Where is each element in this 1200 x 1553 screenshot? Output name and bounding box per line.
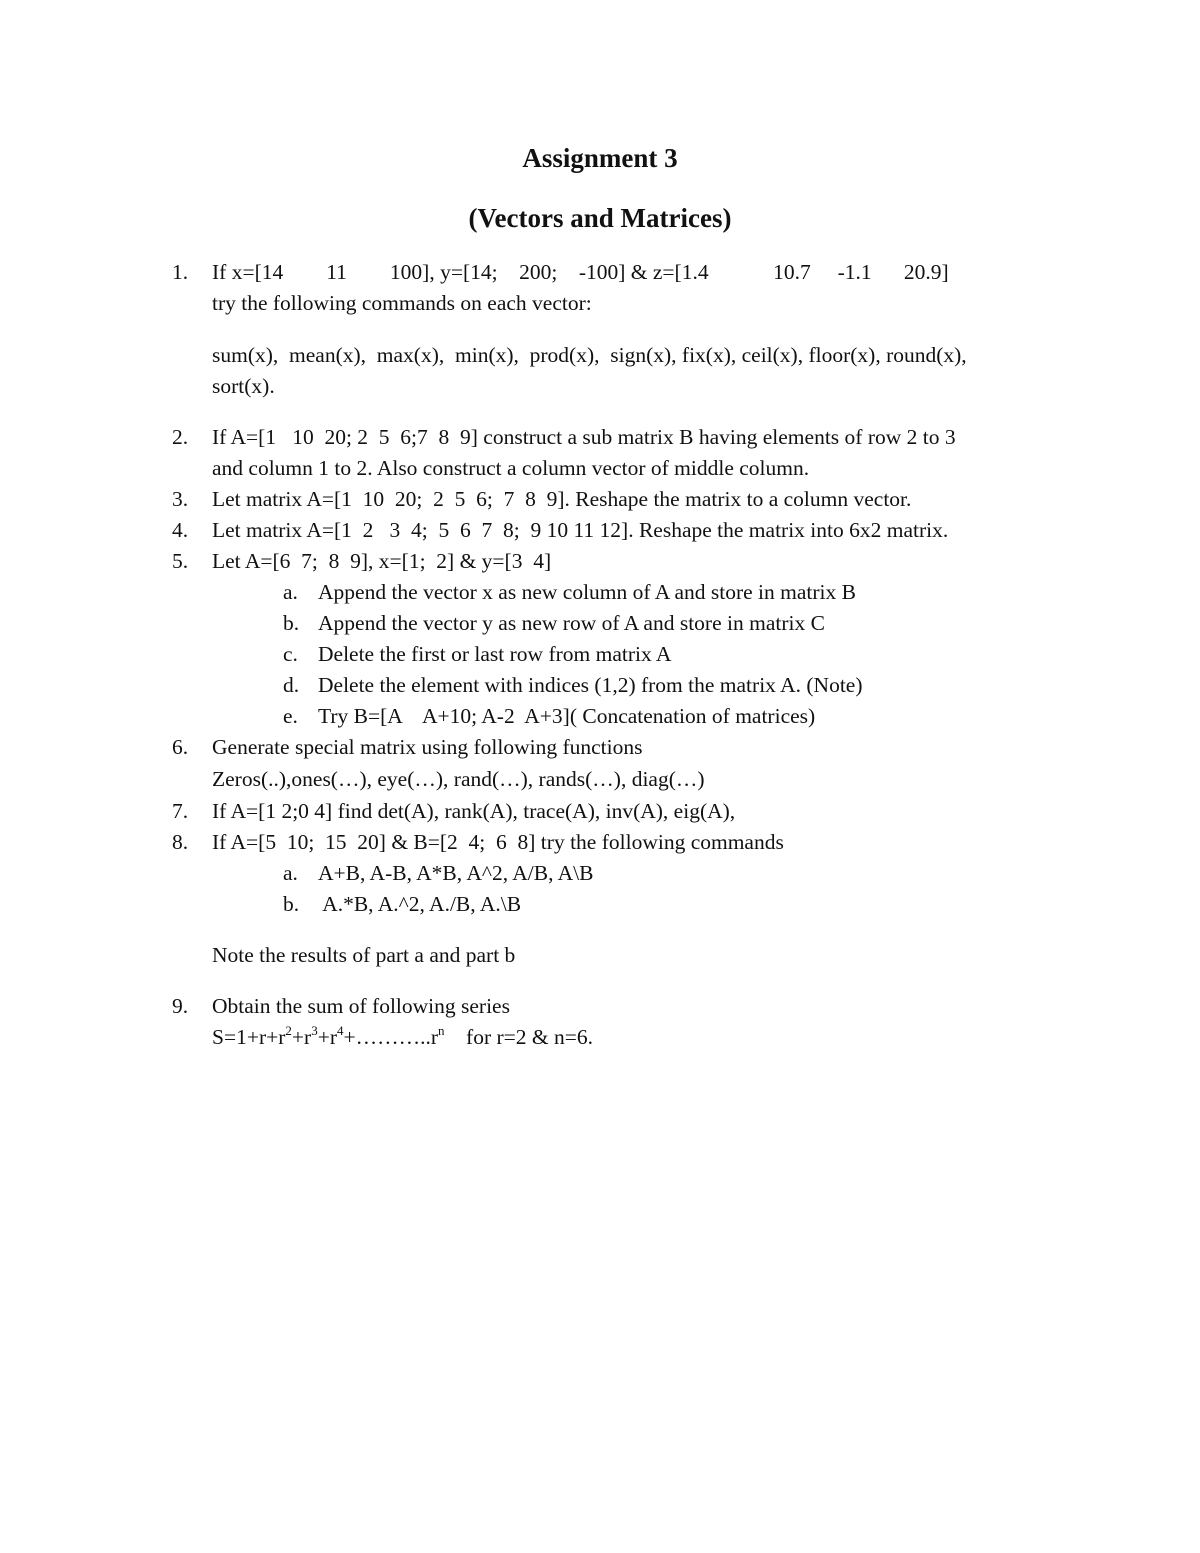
subitem-label: a. [283,861,298,885]
question-text: Obtain the sum of following series [212,994,510,1018]
question-number: 9. [172,994,189,1018]
subitem-label: c. [283,642,298,666]
series-exponent: 2 [285,1023,292,1038]
series-formula [212,1023,593,1049]
subitem-text: Append the vector y as new row of A and store in matrix C [318,611,825,635]
question-number: 7. [172,799,189,823]
series-exponent: n [438,1023,445,1038]
question-text: Let matrix A=[1 2 3 4; 5 6 7 8; 9 10 11 12]. Reshape the matrix into 6x2 matrix. [212,518,949,542]
series-term: +………..r [343,1025,439,1049]
subitem-label: e. [283,704,298,728]
subitem-label: d. [283,673,300,697]
question-text: Generate special matrix using following functions [212,735,643,759]
subitem-text: Delete the element with indices (1,2) from the matrix A. (Note) [318,673,863,697]
note-text: Note the results of part a and part b [212,943,516,967]
question-text: If A=[1 10 20; 2 5 6;7 8 9] construct a sub matrix B having elements of row 2 to 3 [212,425,956,449]
question-text: If x=[14 11 100], y=[14; 200; -100] & z=[1.4 10.7 -1.1 20.9] [212,260,949,284]
question-number: 3. [172,487,189,511]
question-text: and column 1 to 2. Also construct a column vector of middle column. [212,456,810,480]
question-text: If A=[1 2;0 4] find det(A), rank(A), trace(A), inv(A), eig(A), [212,799,736,823]
subitem-text: Try B=[A A+10; A-2 A+3]( Concatenation of matrices) [318,704,816,728]
series-prefix: S=1+r+r [212,1025,286,1049]
question-text: If A=[5 10; 15 20] & B=[2 4; 6 8] try the following commands [212,830,784,854]
subitem-label: b. [283,892,300,916]
subitem-label: a. [283,580,298,604]
page-title: Assignment 3 [522,143,678,173]
question-text: Let matrix A=[1 10 20; 2 5 6; 7 8 9]. Reshape the matrix to a column vector. [212,487,912,511]
series-exponent: 3 [311,1023,318,1038]
question-number: 8. [172,830,189,854]
question-number: 5. [172,549,189,573]
subitem-text: A+B, A-B, A*B, A^2, A/B, A\B [318,861,594,885]
subitem-label: b. [283,611,300,635]
series-condition: for r=2 & n=6. [444,1025,593,1049]
question-text: Let A=[6 7; 8 9], x=[1; 2] & y=[3 4] [212,549,552,573]
series-term: +r [291,1025,312,1049]
subitem-text: Delete the first or last row from matrix A [318,642,672,666]
question-number: 4. [172,518,189,542]
question-number: 2. [172,425,189,449]
subitem-text: A.*B, A.^2, A./B, A.\B [318,892,522,916]
subitem-text: Append the vector x as new column of A and store in matrix B [318,580,856,604]
question-text: Zeros(..),ones(…), eye(…), rand(…), rands(…), diag(…) [212,767,705,791]
question-number: 6. [172,735,189,759]
question-number: 1. [172,260,189,284]
series-term: +r [317,1025,337,1049]
question-text: try the following commands on each vector: [212,291,592,315]
series-exponent: 4 [337,1023,344,1038]
question-text: sum(x), mean(x), max(x), min(x), prod(x), sign(x), fix(x), ceil(x), floor(x), round(x), [212,343,967,367]
page-subtitle: (Vectors and Matrices) [468,203,732,233]
question-text: sort(x). [212,374,275,398]
